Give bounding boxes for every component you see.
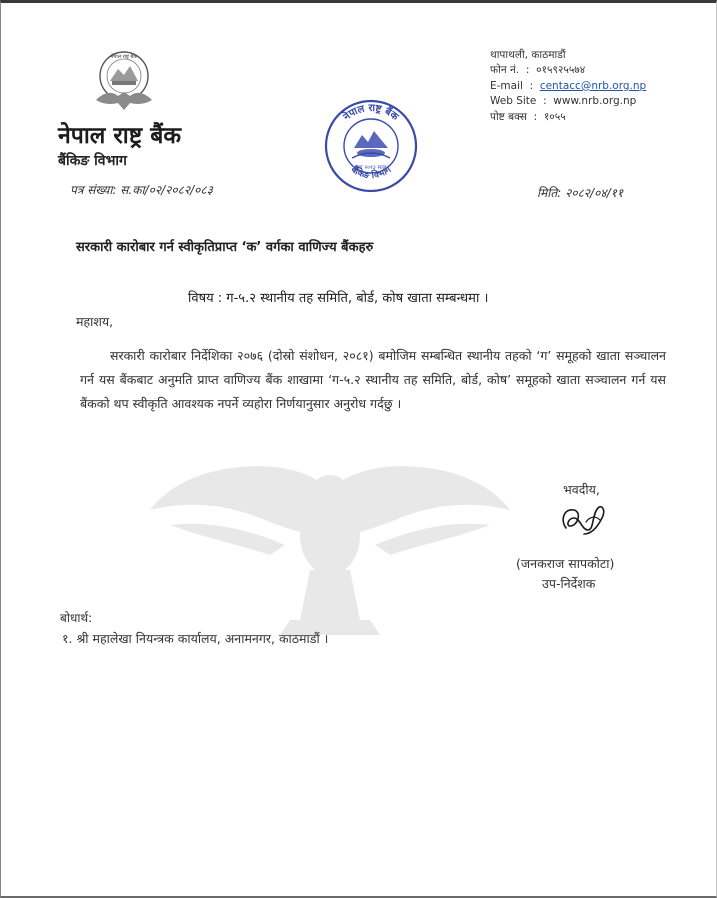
- contact-block: [490, 48, 646, 125]
- seal-top-text: नेपाल राष्ट्र बैंक: [341, 102, 401, 124]
- nrb-emblem-logo: [88, 48, 160, 116]
- seal-bottom-text: बैंकिङ विभाग: [348, 164, 394, 182]
- org-name: नेपाल राष्ट्र बैंक: [58, 123, 181, 149]
- closing-remark: भवदीय,: [563, 482, 600, 497]
- signer-title: उप-निर्देशक: [542, 576, 596, 591]
- letter-date: मिति: २०८२/०४/११: [537, 186, 624, 200]
- email-link[interactable]: centacc@nrb.org.np: [539, 79, 647, 92]
- website-label: Web Site: [490, 95, 537, 108]
- department-name: बैंकिङ विभाग: [58, 153, 127, 169]
- addressee: सरकारी कारोबार गर्न स्वीकृतिप्राप्त ‘क’ वर्गका वाणिज्य बैंकहरु: [76, 240, 374, 255]
- reference-number: पत्र संख्या: स.का/०२/२०८२/०८३: [70, 183, 213, 197]
- phone-label: फोन नं.: [490, 64, 520, 77]
- garuda-watermark: [150, 450, 510, 640]
- pobox-line: पोष्ट बक्स : १०५५: [490, 110, 566, 123]
- cc-item: १. श्री महालेखा नियन्त्रक कार्यालय, अनामनगर, काठमाडौं ।: [62, 631, 329, 646]
- pobox-number: १०५५: [543, 110, 566, 123]
- salutation: महाशय,: [76, 314, 114, 329]
- address-line: थापाथली, काठमाडौं: [490, 49, 566, 61]
- pobox-label: पोष्ट बक्स: [490, 110, 527, 123]
- letter-body: सरकारी कारोबार निर्देशिका २०७६ (दोस्रो संशोधन, २०८१) बमोजिम सम्बन्धित स्थानीय तहको ‘ग’ समूहको खाता सञ्चालन गर्न यस बैंकबाट अनुमति प्राप्त वाणिज्य बैंक शाखामा ‘ग-५.२ स्थानीय तह समिति, बोर्ड, कोष’ समूहको खाता सञ्चालन गर्न यस बैंकको थप स्वीकृति आवश्यक नपर्ने व्यहोरा निर्णयानुसार अनुरोध गर्दछु ।: [80, 348, 666, 411]
- signature-mark: [558, 500, 610, 538]
- phone-number: ०१५९२५५७४: [536, 64, 586, 77]
- signer-name: (जनकराज सापकोटा): [516, 556, 615, 571]
- email-label: E-mail: [490, 79, 523, 92]
- email-line: E-mail : centacc@nrb.org.np: [490, 79, 647, 92]
- subject-line: विषय : ग-५.२ स्थानीय तह समिति, बोर्ड, कोष खाता सम्बन्धमा ।: [188, 291, 489, 306]
- website-link[interactable]: www.nrb.org.np: [553, 95, 637, 108]
- phone-line: फोन नं. : ०१५९२५५७४: [490, 64, 586, 77]
- logo-text: नेपाल राष्ट्र बैंक: [110, 54, 138, 60]
- cc-label: बोधार्थ:: [60, 611, 93, 625]
- website-line: Web Site : www.nrb.org.np: [490, 95, 637, 108]
- department-seal-stamp: [322, 98, 420, 194]
- seal-year-text: स्था २०१३ साल: [355, 165, 387, 171]
